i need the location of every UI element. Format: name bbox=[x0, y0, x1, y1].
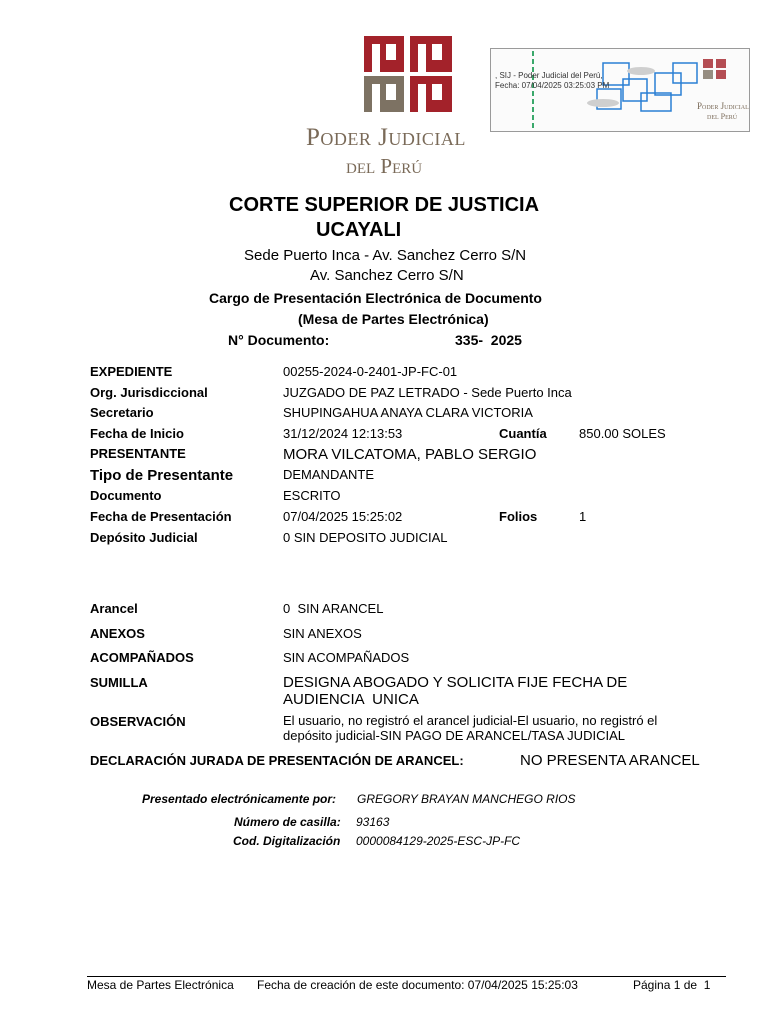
documento-label: Documento bbox=[90, 488, 162, 503]
poder-judicial-logo bbox=[362, 34, 454, 114]
declaracion-jurada-label: DECLARACIÓN JURADA DE PRESENTACIÓN DE ARANCEL: bbox=[90, 753, 464, 768]
cod-digitalizacion-label: Cod. Digitalización bbox=[233, 834, 341, 848]
document-number-label: N° Documento: bbox=[228, 332, 330, 348]
observacion-value-line-2: depósito judicial-SIN PAGO DE ARANCEL/TASA JUDICIAL bbox=[283, 728, 625, 743]
footer-page-number: Página 1 de 1 bbox=[633, 978, 711, 992]
court-region: UCAYALI bbox=[316, 219, 402, 241]
observacion-label: OBSERVACIÓN bbox=[90, 714, 186, 729]
cuantia-value: 850.00 SOLES bbox=[579, 426, 666, 441]
stamp-logo-title: Poder Judicial bbox=[697, 101, 749, 111]
org-jurisdiccional-value: JUZGADO DE PAZ LETRADO - Sede Puerto Inca bbox=[283, 385, 572, 400]
documento-value: ESCRITO bbox=[283, 488, 341, 503]
tipo-presentante-value: DEMANDANTE bbox=[283, 467, 375, 482]
document-subtitle: (Mesa de Partes Electrónica) bbox=[298, 311, 489, 327]
folios-value: 1 bbox=[579, 509, 587, 524]
footer-divider bbox=[87, 976, 726, 977]
cod-digitalizacion-value: 0000084129-2025-ESC-JP-FC bbox=[356, 834, 521, 848]
presentado-por-value: GREGORY BRAYAN MANCHEGO RIOS bbox=[357, 792, 576, 806]
stamp-signer: , SIJ - Poder Judicial del Perú, bbox=[495, 71, 603, 80]
numero-casilla-value: 93163 bbox=[356, 815, 390, 829]
deposito-judicial-label: Depósito Judicial bbox=[90, 530, 198, 545]
tipo-presentante-label: Tipo de Presentante bbox=[90, 467, 234, 484]
presentante-value: MORA VILCATOMA, PABLO SERGIO bbox=[283, 446, 537, 463]
fecha-presentacion-value: 07/04/2025 15:25:02 bbox=[283, 509, 403, 524]
fecha-presentacion-label: Fecha de Presentación bbox=[90, 509, 232, 524]
arancel-label: Arancel bbox=[90, 601, 138, 616]
org-jurisdiccional-label: Org. Jurisdiccional bbox=[90, 385, 208, 400]
expediente-value: 00255-2024-0-2401-JP-FC-01 bbox=[283, 364, 458, 379]
secretario-value: SHUPINGAHUA ANAYA CLARA VICTORIA bbox=[283, 405, 533, 420]
sumilla-value-line-1: DESIGNA ABOGADO Y SOLICITA FIJE FECHA DE bbox=[283, 674, 628, 691]
stamp-date: Fecha: 07/04/2025 03:25:03 PM bbox=[495, 81, 610, 90]
address-line-1: Sede Puerto Inca - Av. Sanchez Cerro S/N bbox=[244, 247, 527, 264]
fecha-inicio-label: Fecha de Inicio bbox=[90, 426, 184, 441]
anexos-label: ANEXOS bbox=[90, 626, 145, 641]
court-name: CORTE SUPERIOR DE JUSTICIA bbox=[229, 194, 540, 216]
footer-created-date: Fecha de creación de este documento: 07/04/2025 15:25:03 bbox=[257, 978, 578, 992]
cuantia-label: Cuantía bbox=[499, 426, 547, 441]
logo-title: Poder Judicial bbox=[306, 124, 466, 151]
logo-subtitle: del Perú bbox=[346, 154, 423, 178]
deposito-judicial-value: 0 SIN DEPOSITO JUDICIAL bbox=[283, 530, 448, 545]
presentante-label: PRESENTANTE bbox=[90, 446, 186, 461]
footer-source: Mesa de Partes Electrónica bbox=[87, 978, 234, 992]
presentado-por-label: Presentado electrónicamente por: bbox=[142, 792, 337, 806]
fecha-inicio-value: 31/12/2024 12:13:53 bbox=[283, 426, 403, 441]
numero-casilla-label: Número de casilla: bbox=[234, 815, 341, 829]
sumilla-label: SUMILLA bbox=[90, 675, 148, 690]
digital-signature-stamp bbox=[490, 48, 750, 132]
folios-label: Folios bbox=[499, 509, 538, 524]
acompanados-value: SIN ACOMPAÑADOS bbox=[283, 650, 410, 665]
document-title: Cargo de Presentación Electrónica de Documento bbox=[209, 290, 542, 306]
expediente-label: EXPEDIENTE bbox=[90, 364, 173, 379]
observacion-value-line-1: El usuario, no registró el arancel judicial-El usuario, no registró el bbox=[283, 713, 658, 728]
secretario-label: Secretario bbox=[90, 405, 154, 420]
sumilla-value-line-2: AUDIENCIA UNICA bbox=[283, 691, 419, 708]
declaracion-jurada-value: NO PRESENTA ARANCEL bbox=[520, 752, 700, 769]
anexos-value: SIN ANEXOS bbox=[283, 626, 362, 641]
acompanados-label: ACOMPAÑADOS bbox=[90, 650, 194, 665]
stamp-logo-subtitle: del Perú bbox=[707, 112, 738, 121]
address-line-2: Av. Sanchez Cerro S/N bbox=[310, 267, 464, 284]
arancel-value: 0 SIN ARANCEL bbox=[283, 601, 384, 616]
document-number-value: 335- 2025 bbox=[455, 332, 522, 348]
